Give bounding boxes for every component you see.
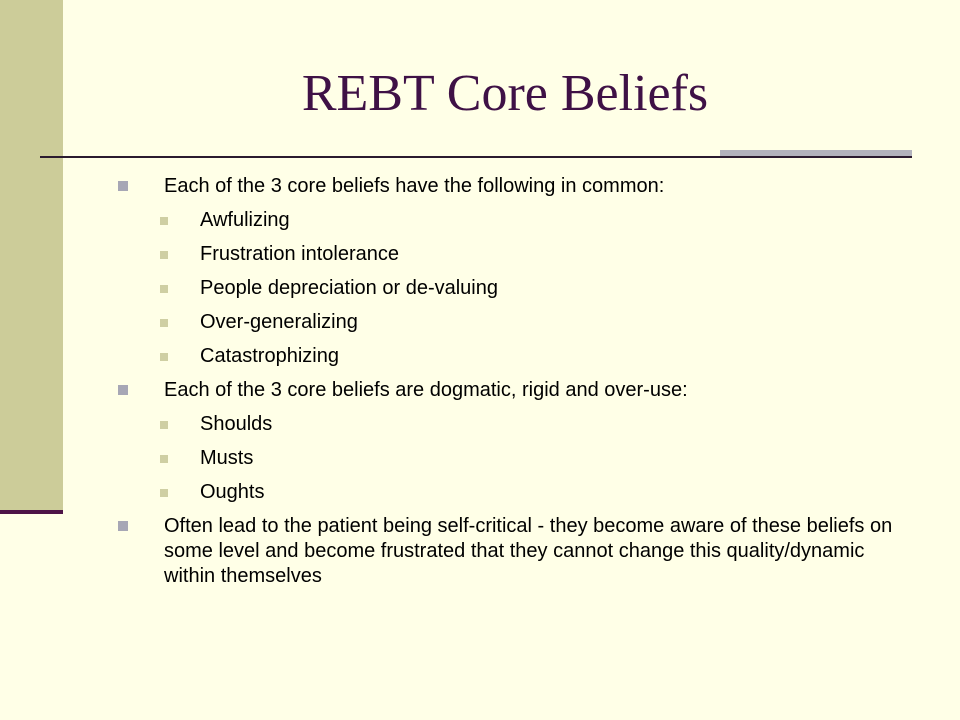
- square-bullet-icon: [118, 385, 128, 395]
- slide-content: [118, 174, 898, 598]
- title-rule: [40, 156, 912, 158]
- sub-list-item: [160, 344, 898, 369]
- list-item-text: Often lead to the patient being self-critical - they become aware of these beliefs on some level and become frustrated that they cannot change this quality/dynamic within themselves: [164, 515, 893, 587]
- list-item: [118, 514, 898, 589]
- list-item-text: Each of the 3 core beliefs are dogmatic, rigid and over-use:: [164, 379, 688, 401]
- sub-list-item: [160, 446, 898, 471]
- square-bullet-icon: [118, 521, 128, 531]
- square-bullet-icon: [118, 181, 128, 191]
- left-bar-underline: [0, 510, 63, 514]
- small-square-bullet-icon: [160, 353, 168, 361]
- small-square-bullet-icon: [160, 489, 168, 497]
- list-item: [118, 174, 898, 199]
- sub-list-item-text: Musts: [200, 447, 254, 469]
- sub-list-item: [160, 480, 898, 505]
- slide-title: REBT Core Beliefs: [301, 65, 709, 122]
- sub-list-item-text: Over-generalizing: [200, 311, 358, 333]
- sub-list-item-text: Awfulizing: [200, 209, 290, 231]
- small-square-bullet-icon: [160, 319, 168, 327]
- sub-list-item: [160, 310, 898, 335]
- sub-list-item-text: Oughts: [200, 481, 265, 503]
- sub-list-item: [160, 276, 898, 301]
- small-square-bullet-icon: [160, 217, 168, 225]
- small-square-bullet-icon: [160, 251, 168, 259]
- sub-list-item-text: Frustration intolerance: [200, 243, 399, 265]
- sub-list-item: [160, 208, 898, 233]
- small-square-bullet-icon: [160, 285, 168, 293]
- sub-list-item: [160, 412, 898, 437]
- list-item: [118, 378, 898, 403]
- sub-list-item-text: Catastrophizing: [200, 345, 339, 367]
- sub-list-item-text: People depreciation or de-valuing: [200, 277, 498, 299]
- small-square-bullet-icon: [160, 455, 168, 463]
- list-item-text: Each of the 3 core beliefs have the following in common:: [164, 175, 665, 197]
- bullet-list: [118, 174, 898, 589]
- sub-list-item-text: Shoulds: [200, 413, 273, 435]
- sub-list-item: [160, 242, 898, 267]
- small-square-bullet-icon: [160, 421, 168, 429]
